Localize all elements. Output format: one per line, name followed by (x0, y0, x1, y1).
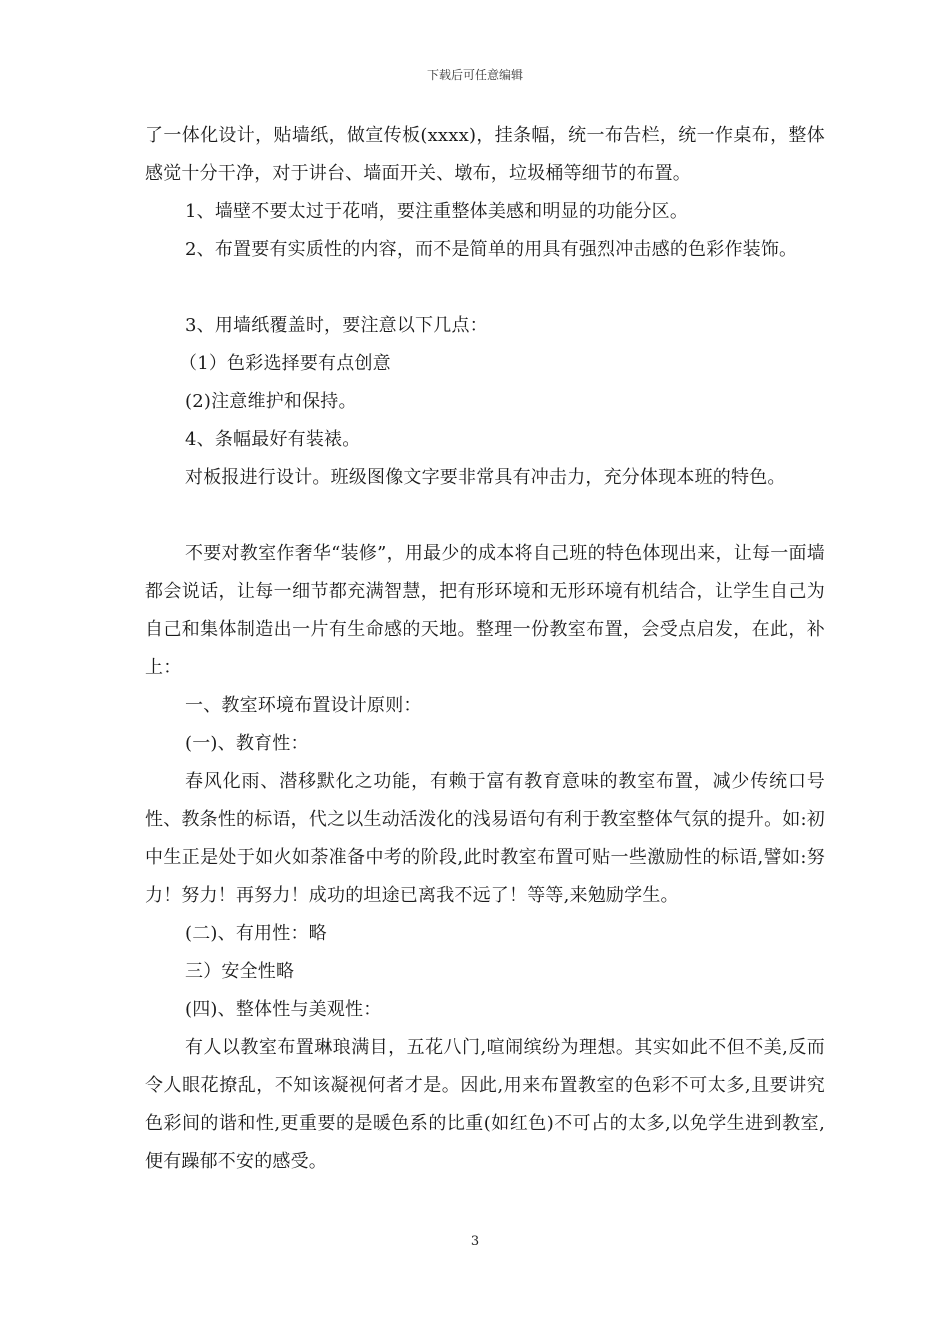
list-item: 3、用墙纸覆盖时，要注意以下几点： (185, 315, 488, 336)
subsection-heading: (二)、有用性：略 (185, 923, 327, 944)
paragraph: 春风化雨、潜移默化之功能，有赖于富有教育意味的教室布置，减少传统口号性、教条性的标语，代之以生动活泼化的浅易语句有利于教室整体气氛的提升。如:初中生正是处于如火如荼准备中考的阶段,此时教室布置可贴一些激励性的标语,譬如:努力！努力！再努力！成功的坦途已离我不远了！等等,来勉励学生。 (145, 771, 825, 906)
list-item: 4、条幅最好有装裱。 (185, 429, 361, 450)
section-heading: 一、教室环境布置设计原则： (185, 695, 422, 716)
paragraph: 对板报进行设计。班级图像文字要非常具有冲击力，充分体现本班的特色。 (185, 467, 786, 488)
sub-list-item: (2)注意维护和保持。 (185, 391, 357, 412)
paragraph: 有人以教室布置琳琅满目，五花八门,喧闹缤纷为理想。其实如此不但不美,反而令人眼花撩乱，不知该凝视何者才是。因此,用来布置教室的色彩不可太多,且要讲究色彩间的谐和性,更重要的是暖色系的比重(如红色)不可占的太多,以免学生进到教室,便有躁郁不安的感受。 (145, 1037, 825, 1172)
paragraph: 不要对教室作奢华“装修”，用最少的成本将自己班的特色体现出来，让每一面墙都会说话，让每一细节都充满智慧，把有形环境和无形环境有机结合，让学生自己为自己和集体制造出一片有生命感的天地。整理一份教室布置，会受点启发，在此，补上： (145, 543, 825, 678)
list-item: 2、布置要有实质性的内容，而不是简单的用具有强烈冲击感的色彩作装饰。 (185, 239, 798, 260)
document-body (145, 117, 825, 1181)
page-header: 下载后可任意编辑 (426, 68, 523, 82)
list-item: 1、墙壁不要太过于花哨，要注重整体美感和明显的功能分区。 (185, 201, 689, 222)
page-number: 3 (470, 1234, 480, 1249)
subsection-heading: (一)、教育性： (185, 733, 309, 754)
blank-line (145, 497, 825, 535)
blank-line (145, 269, 825, 307)
subsection-heading: (四)、整体性与美观性： (185, 999, 382, 1020)
sub-list-item: （1）色彩选择要有点创意 (179, 353, 391, 374)
subsection-heading: 三）安全性略 (185, 961, 295, 982)
paragraph: 了一体化设计，贴墙纸，做宣传板(xxxx)，挂条幅，统一布告栏，统一作桌布，整体感觉十分干净，对于讲台、墙面开关、墩布，垃圾桶等细节的布置。 (145, 125, 825, 184)
